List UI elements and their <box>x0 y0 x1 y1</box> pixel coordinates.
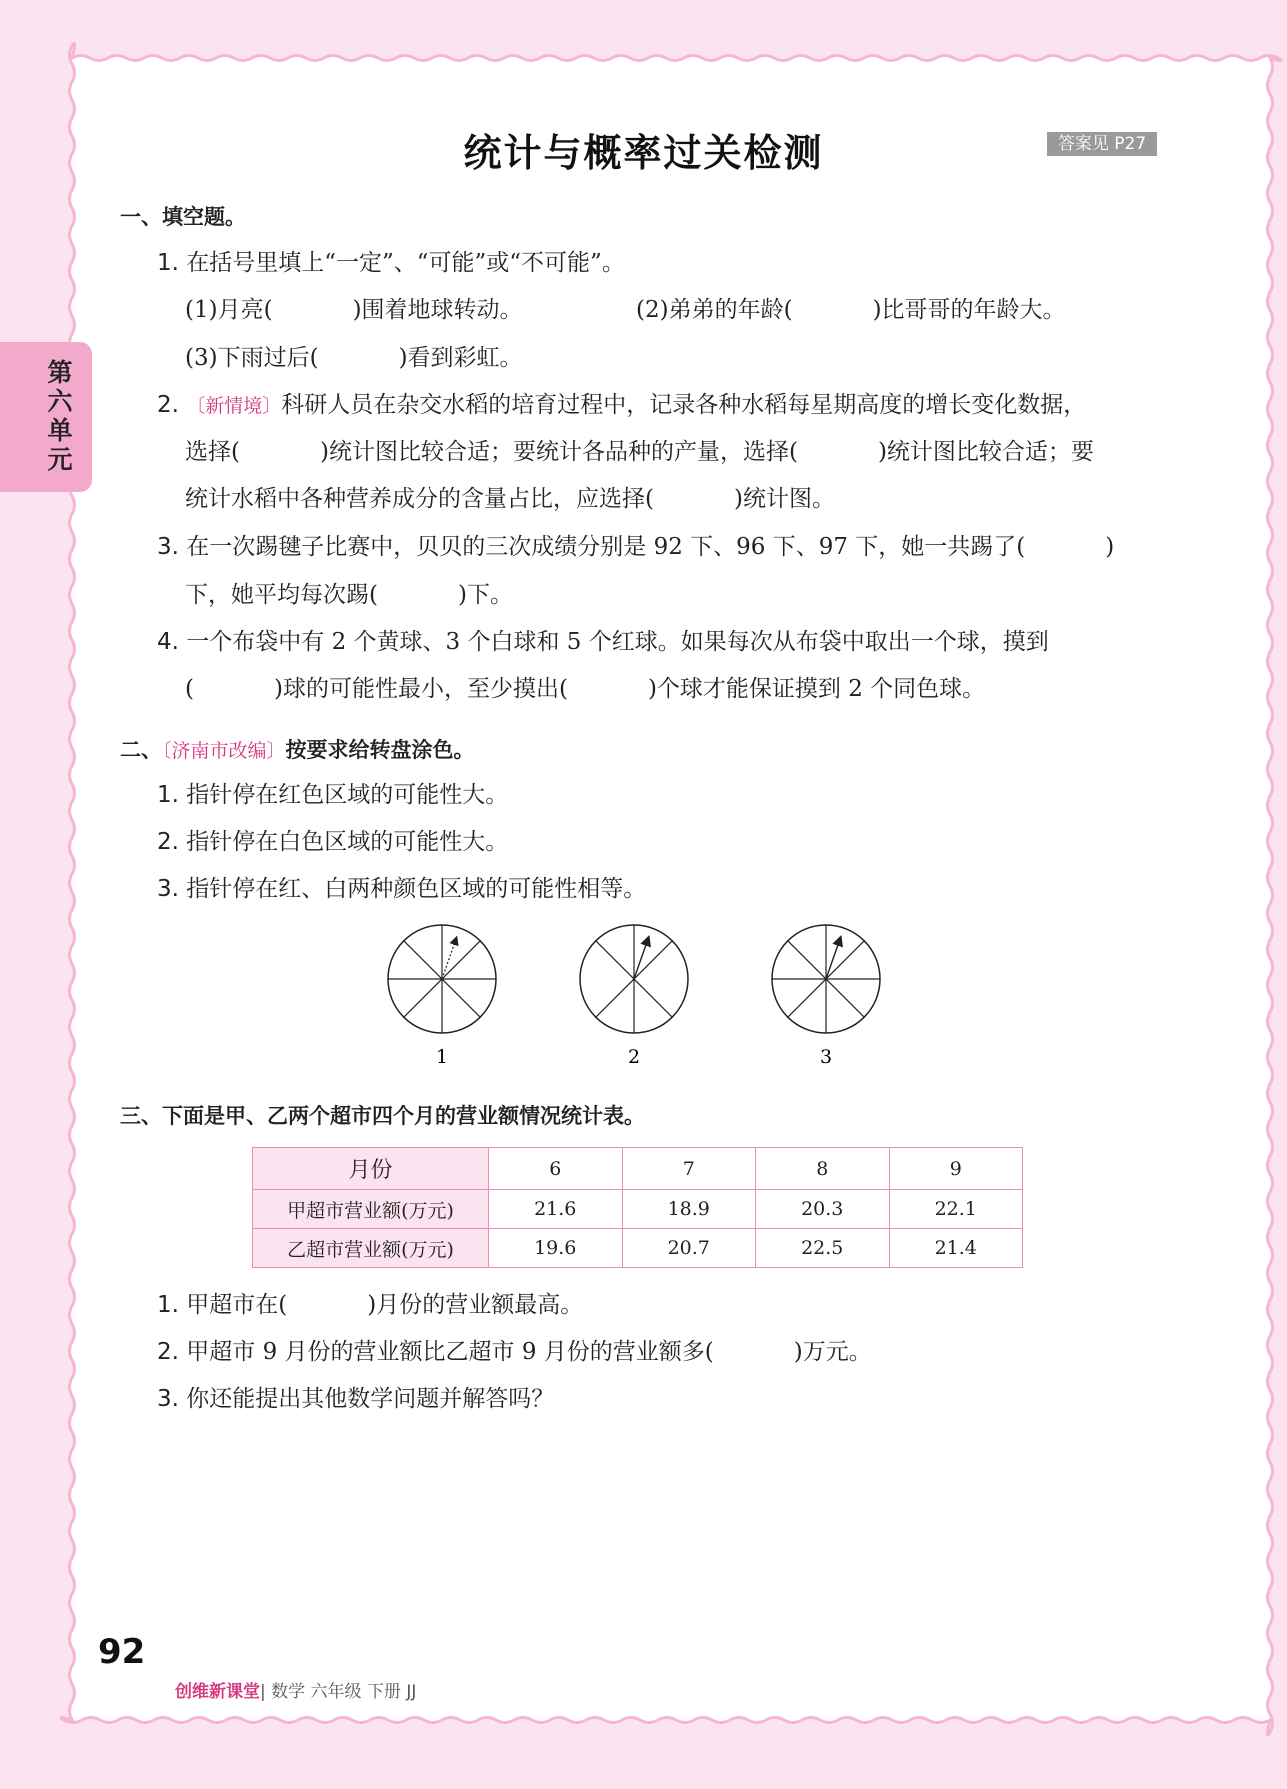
section-3-heading: 三、下面是甲、乙两个超市四个月的营业额情况统计表。 <box>120 1104 645 1128</box>
question-3-line-1: 3. 在一次踢毽子比赛中，贝贝的三次成绩分别是 92 下、96 下、97 下，她一共踢了( ) <box>157 534 1115 560</box>
new-context-tag: 〔新情境〕 <box>186 395 282 417</box>
unit-side-tab-label: 第六单元 <box>47 358 73 474</box>
table-question-2: 2. 甲超市 9 月份的营业额比乙超市 9 月份的营业额多( )万元。 <box>157 1339 872 1365</box>
table-cell: 21.6 <box>489 1190 623 1229</box>
question-4-line-2: ( )球的可能性最小，至少摸出( )个球才能保证摸到 2 个同色球。 <box>185 676 986 702</box>
table-row <box>253 1229 1023 1268</box>
question-1-stem: 1. 在括号里填上“一定”、“可能”或“不可能”。 <box>157 250 625 276</box>
table-cell: 22.1 <box>889 1190 1023 1229</box>
table-cell: 20.3 <box>756 1190 890 1229</box>
table-header-cell: 9 <box>889 1148 1023 1190</box>
page-number: 92 <box>98 1632 146 1672</box>
question-2-line-3: 统计水稻中各种营养成分的含量占比，应选择( )统计图。 <box>185 486 835 512</box>
table-cell: 18.9 <box>622 1190 756 1229</box>
section-1-heading: 一、填空题。 <box>120 205 246 229</box>
question-1-part-1: (1)月亮( )围着地球转动。 <box>185 297 523 323</box>
table-header-cell: 8 <box>756 1148 890 1190</box>
spinner-2[interactable] <box>580 925 688 1033</box>
row-label: 甲超市营业额(万元) <box>253 1190 489 1229</box>
table-header-row <box>253 1148 1023 1190</box>
table-row <box>253 1190 1023 1229</box>
question-1-part-2: (2)弟弟的年龄( )比哥哥的年龄大。 <box>636 297 1066 323</box>
row-label: 乙超市营业额(万元) <box>253 1229 489 1268</box>
sales-table <box>252 1147 1023 1268</box>
question-2-line-2: 选择( )统计图比较合适；要统计各品种的产量，选择( )统计图比较合适；要 <box>185 439 1094 465</box>
spinner-task-3: 3. 指针停在红、白两种颜色区域的可能性相等。 <box>157 876 647 902</box>
question-2-line-1: 2. 〔新情境〕科研人员在杂交水稻的培育过程中，记录各种水稻每星期高度的增长变化数据， <box>157 392 1087 418</box>
spinner-label-2: 2 <box>627 1046 641 1068</box>
footer-brand: 创维新课堂 <box>175 1682 260 1702</box>
table-cell: 19.6 <box>489 1229 623 1268</box>
table-header-label: 月份 <box>253 1148 489 1190</box>
page-title: 统计与概率过关检测 <box>463 131 824 175</box>
spinner-label-3: 3 <box>819 1046 833 1068</box>
spinner-task-1: 1. 指针停在红色区域的可能性大。 <box>157 782 509 808</box>
table-cell: 21.4 <box>889 1229 1023 1268</box>
question-1-part-3: (3)下雨过后( )看到彩虹。 <box>185 345 523 371</box>
table-question-1: 1. 甲超市在( )月份的营业额最高。 <box>157 1292 584 1318</box>
footer-info: 创维新课堂| 数学 六年级 下册 JJ <box>175 1682 417 1702</box>
question-3-line-2: 下，她平均每次踢( )下。 <box>185 582 513 608</box>
spinners-figure <box>370 915 910 1105</box>
question-4-line-1: 4. 一个布袋中有 2 个黄球、3 个白球和 5 个红球。如果每次从布袋中取出一个球，摸到 <box>157 629 1049 655</box>
spinner-task-2: 2. 指针停在白色区域的可能性大。 <box>157 829 509 855</box>
answer-reference-badge: 答案见 P27 <box>1047 132 1157 156</box>
spinner-label-1: 1 <box>435 1046 449 1068</box>
spinner-1[interactable] <box>388 925 496 1033</box>
table-cell: 20.7 <box>622 1229 756 1268</box>
table-cell: 22.5 <box>756 1229 890 1268</box>
table-question-3: 3. 你还能提出其他数学问题并解答吗？ <box>157 1386 555 1412</box>
source-tag: 〔济南市改编〕 <box>162 740 286 762</box>
spinner-3[interactable] <box>772 925 880 1033</box>
table-header-cell: 7 <box>622 1148 756 1190</box>
table-header-cell: 6 <box>489 1148 623 1190</box>
section-2-heading: 二、〔济南市改编〕按要求给转盘涂色。 <box>120 738 475 762</box>
